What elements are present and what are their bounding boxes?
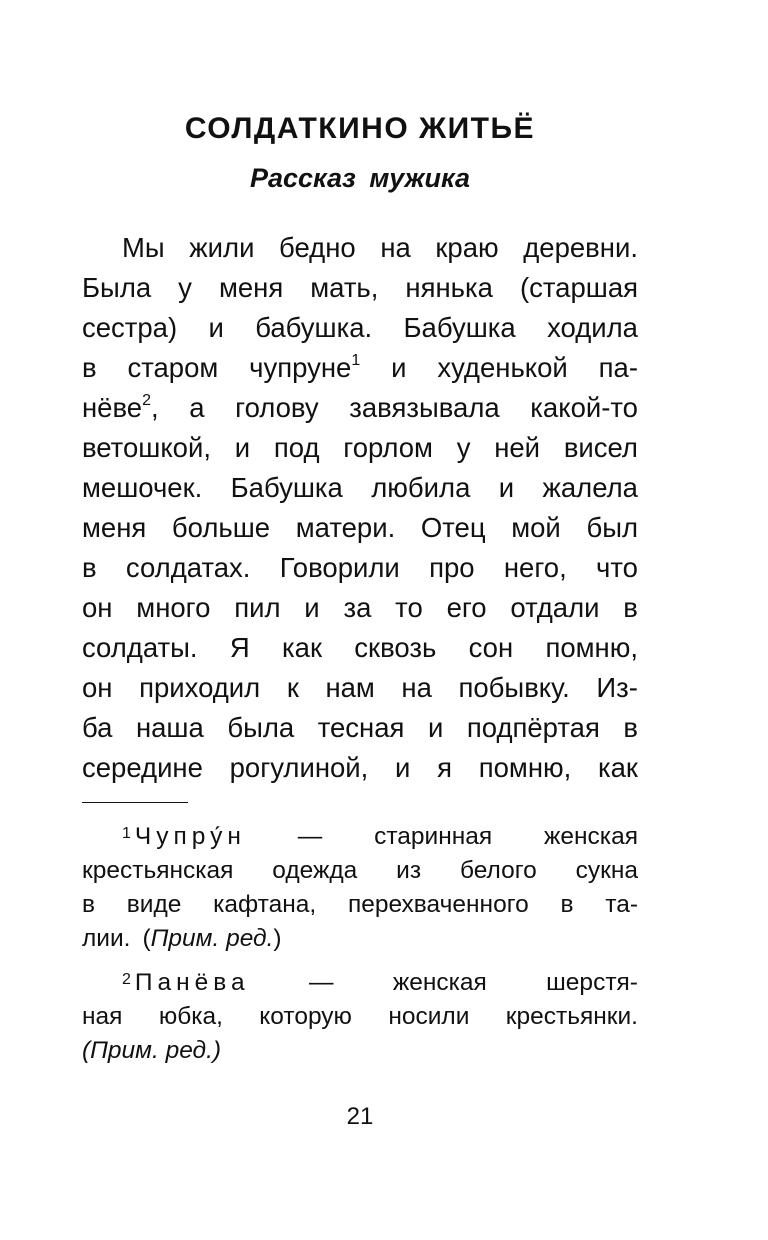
word: белого <box>459 857 537 884</box>
word: завязывала <box>349 392 500 423</box>
word: была <box>227 712 295 743</box>
word: был <box>586 512 638 543</box>
word: кафтана, <box>213 891 317 918</box>
word: сквозь <box>354 632 437 663</box>
word: ветошкой, <box>82 432 211 463</box>
body-line-2 <box>82 268 638 308</box>
word: жалела <box>542 472 638 503</box>
word: Бабушка <box>403 312 516 343</box>
editor-note-text: Прим. ред. <box>150 925 274 952</box>
word: то <box>395 592 423 623</box>
word: матери. <box>295 512 396 543</box>
word: жили <box>189 232 255 263</box>
body-line-5 <box>82 388 638 428</box>
word: горлом <box>343 432 433 463</box>
word: он <box>82 672 113 703</box>
word: которую <box>259 1003 352 1030</box>
word-with-footnote-ref <box>249 348 360 388</box>
body-line-10 <box>82 588 638 628</box>
word: как <box>598 752 638 783</box>
word: крестьянки. <box>505 1003 638 1030</box>
word: под <box>273 432 320 463</box>
word: мать, <box>310 272 379 303</box>
footnote-2-line-1 <box>82 966 638 1000</box>
word: какой-то <box>530 392 638 423</box>
word: голову <box>235 392 319 423</box>
word: чупруне <box>249 352 352 383</box>
footnote-ref-1[interactable]: 1 <box>351 351 361 369</box>
word: в <box>560 891 574 918</box>
footnote-1-dash: — <box>297 823 323 850</box>
word: рогулиной, <box>229 752 369 783</box>
word: меня <box>218 272 284 303</box>
paren: ) <box>273 925 282 952</box>
word: и <box>208 312 224 343</box>
body-line-12 <box>82 668 638 708</box>
word: женская <box>392 969 487 996</box>
body-line-11 <box>82 628 638 668</box>
word: худенькой <box>437 352 568 383</box>
word: в <box>623 592 638 623</box>
word: перехваченного <box>347 891 529 918</box>
word: на <box>401 672 432 703</box>
word: середине <box>82 752 203 783</box>
word: у <box>178 272 192 303</box>
body-line-14 <box>82 748 638 788</box>
word: старом <box>127 352 219 383</box>
word: сукна <box>575 857 638 884</box>
word: нёве <box>82 392 143 423</box>
word: Мы <box>122 232 165 263</box>
word: солдаты. <box>82 632 198 663</box>
word: сон <box>468 632 514 663</box>
word: деревни. <box>523 232 638 263</box>
word: про <box>429 552 475 583</box>
word: у <box>456 432 471 463</box>
word: бедно <box>279 232 356 263</box>
body-text <box>82 228 638 788</box>
chapter-title: СОЛДАТКИНО ЖИТЬЁ <box>184 112 536 145</box>
word: и <box>304 592 320 623</box>
body-line-1 <box>82 228 638 268</box>
paren: ( <box>142 925 151 952</box>
word: Из- <box>596 672 638 703</box>
word: приходил <box>139 672 261 703</box>
word: крестьянская <box>82 857 234 884</box>
word: нянька <box>405 272 493 303</box>
word: висел <box>563 432 638 463</box>
word: больше <box>171 512 271 543</box>
word: ходила <box>547 312 638 343</box>
word: я <box>437 752 453 783</box>
footnote-1-lead <box>122 820 246 854</box>
word: ба <box>82 712 113 743</box>
footnote-2-line-3 <box>82 1034 638 1068</box>
word: он <box>82 592 113 623</box>
word: в <box>82 352 97 383</box>
word: лии. <box>82 925 131 952</box>
word: что <box>596 552 638 583</box>
footnote-ref-2[interactable]: 2 <box>142 391 151 409</box>
word: него, <box>503 552 567 583</box>
word: юбка, <box>158 1003 223 1030</box>
word: Была <box>82 272 152 303</box>
word: шерстя- <box>546 969 638 996</box>
word: виде <box>126 891 182 918</box>
word: подпёртая <box>466 712 600 743</box>
footnote-1-number: 1 <box>122 825 131 842</box>
footnote-2-number: 2 <box>122 971 131 988</box>
word: носили <box>388 1003 470 1030</box>
body-line-8 <box>82 508 638 548</box>
word: его <box>446 592 487 623</box>
word: отдали <box>510 592 600 623</box>
word: та- <box>605 891 638 918</box>
editor-note <box>142 922 281 956</box>
body-line-9 <box>82 548 638 588</box>
book-page <box>82 0 638 1240</box>
word: как <box>282 632 322 663</box>
word: в <box>82 891 96 918</box>
body-line-6 <box>82 428 638 468</box>
word: в <box>82 552 97 583</box>
word: женская <box>544 823 638 850</box>
word: наша <box>135 712 204 743</box>
body-line-13 <box>82 708 638 748</box>
word: па- <box>598 352 638 383</box>
footnote-gap <box>82 956 638 966</box>
word: любила <box>371 472 471 503</box>
footnote-2-term: Панёва <box>134 969 250 996</box>
word: Говорили <box>279 552 400 583</box>
word: и <box>234 432 251 463</box>
footnote-1-line-1 <box>82 820 638 854</box>
word: а <box>189 392 205 423</box>
footnote-1-line-3 <box>82 888 638 922</box>
word: Бабушка <box>230 472 343 503</box>
word: ней <box>494 432 541 463</box>
word: (старшая <box>519 272 638 303</box>
body-line-4 <box>82 348 638 388</box>
chapter-subtitle: Рассказ мужика <box>249 163 471 193</box>
body-line-7 <box>82 468 638 508</box>
word: и <box>395 752 411 783</box>
word: много <box>136 592 211 623</box>
footnote-1-term: Чупру́н <box>134 823 246 850</box>
word: ная <box>82 1003 123 1030</box>
footnote-2-dash: — <box>309 969 334 996</box>
word: Отец <box>420 512 486 543</box>
footnote-2-lead <box>122 966 250 1000</box>
word: на <box>380 232 411 263</box>
body-line-3 <box>82 308 638 348</box>
word: к <box>286 672 299 703</box>
footnote-separator <box>82 802 188 803</box>
footnote-2-line-2 <box>82 1000 638 1034</box>
word: помню, <box>478 752 572 783</box>
page-number: 21 <box>346 1103 374 1130</box>
word: тесная <box>317 712 405 743</box>
editor-note: (Прим. ред.) <box>82 1037 222 1064</box>
comma: , <box>150 392 159 423</box>
word: бабушка. <box>255 312 373 343</box>
word: мой <box>511 512 561 543</box>
footnotes <box>82 820 638 1068</box>
word: и <box>498 472 515 503</box>
word: побывку. <box>458 672 570 703</box>
word-with-footnote-ref <box>82 388 159 428</box>
word: за <box>343 592 372 623</box>
word: старинная <box>374 823 493 850</box>
word: и <box>427 712 444 743</box>
word: солдатах. <box>125 552 251 583</box>
word: в <box>623 712 638 743</box>
word: мешочек. <box>82 472 203 503</box>
word: пил <box>234 592 281 623</box>
word: нам <box>325 672 375 703</box>
word: одежда <box>272 857 358 884</box>
word: меня <box>82 512 147 543</box>
footnote-1-line-2 <box>82 854 638 888</box>
word: помню, <box>545 632 638 663</box>
word: из <box>396 857 422 884</box>
word: и <box>391 352 407 383</box>
word: сестра) <box>82 312 178 343</box>
word: краю <box>435 232 499 263</box>
word: Я <box>229 632 250 663</box>
footnote-1-line-4 <box>82 922 638 956</box>
